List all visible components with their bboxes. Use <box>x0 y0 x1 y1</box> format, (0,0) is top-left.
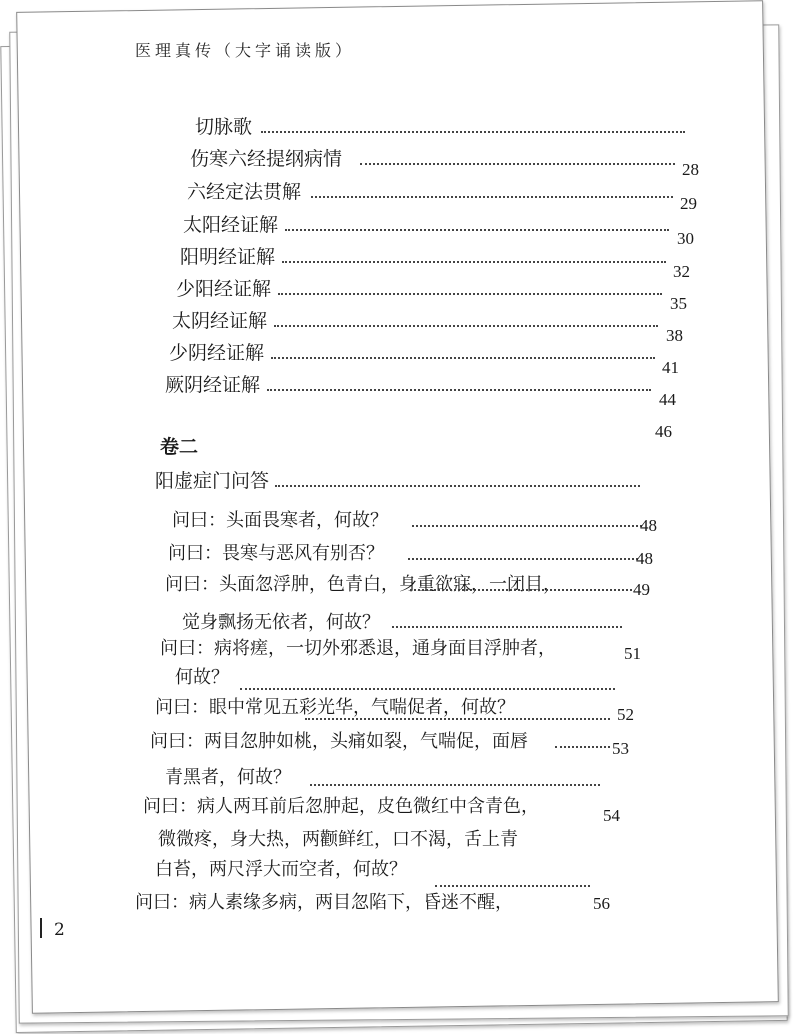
leader-dots <box>278 293 662 295</box>
toc-entry-title: 阳明经证解 <box>180 246 276 268</box>
leader-dots <box>435 885 590 887</box>
running-header: 医理真传（大字诵读版） <box>135 41 356 60</box>
toc-question[interactable] <box>165 570 655 599</box>
leader-dots <box>282 261 666 263</box>
toc-question-title: 问曰：病人素缘多病，两目忽陷下，昏迷不醒， <box>135 892 513 913</box>
leader-dots <box>285 229 669 231</box>
leader-dots <box>310 784 600 786</box>
toc-question[interactable] <box>172 506 662 535</box>
toc-subsection-title: 阳虚症门问答 <box>155 470 270 492</box>
toc-question-page: 52 <box>617 705 634 724</box>
toc-question[interactable] <box>143 792 633 825</box>
leader-dots <box>305 718 610 720</box>
toc-question[interactable] <box>135 888 625 914</box>
leader-dots <box>271 357 655 359</box>
leader-dots <box>412 525 642 527</box>
toc-question-page: 49 <box>633 580 650 599</box>
toc-question-title: 问曰：头面忽浮肿，色青白，身重欲寐，一闭目， <box>165 574 561 595</box>
toc-question-continuation: 微微疼，身大热，两颧鲜红，口不渴，舌上青 <box>158 829 518 850</box>
toc-entry-page: 30 <box>677 229 694 248</box>
toc-entry-title: 伤寒六经提纲病情 <box>190 148 343 170</box>
toc-entry-title: 切脉歌 <box>195 116 253 138</box>
toc-question-title: 问曰：两目忽肿如桃，头痛如裂，气喘促，面唇 <box>150 731 528 752</box>
page-number <box>40 918 65 940</box>
toc-entry-page: 28 <box>682 160 699 179</box>
toc-question-continuation: 何故？ <box>175 667 229 688</box>
toc-question-title: 问曰：畏寒与恶风有别否？ <box>168 543 384 564</box>
leader-dots <box>275 485 640 487</box>
toc-question-title: 问曰：病人两耳前后忽肿起，皮色微红中含青色， <box>143 796 539 817</box>
toc-entry-title: 少阴经证解 <box>169 342 265 364</box>
toc-subsection[interactable] <box>155 466 665 492</box>
toc-question[interactable] <box>168 539 658 568</box>
toc-question-page: 53 <box>612 739 629 758</box>
toc-question-title: 问曰：病将瘥，一切外邪悉退，通身面目浮肿者， <box>160 638 556 659</box>
toc-entry-title: 厥阴经证解 <box>165 374 261 396</box>
toc-entry-page: 46 <box>655 422 672 441</box>
toc-entry-page: 29 <box>680 194 697 213</box>
toc-entry-page: 44 <box>659 390 676 409</box>
toc-question-title: 问曰：头面畏寒者，何故？ <box>172 510 388 531</box>
leader-dots <box>274 325 658 327</box>
toc-entry-title: 太阴经证解 <box>172 310 268 332</box>
toc-entry-title: 少阳经证解 <box>176 278 272 300</box>
leader-dots <box>392 626 622 628</box>
section-title: 卷二 <box>160 436 199 458</box>
toc-entry-page: 35 <box>670 294 687 313</box>
leader-dots <box>261 131 685 133</box>
page-number-rule <box>40 918 42 938</box>
toc-entry-title: 太阳经证解 <box>183 214 279 236</box>
toc-question-page: 48 <box>640 516 657 535</box>
toc-question-continuation: 觉身飘扬无依者，何故？ <box>182 612 380 633</box>
toc-question-page: 54 <box>603 806 620 825</box>
leader-dots <box>267 389 651 391</box>
leader-dots <box>408 558 638 560</box>
toc-question-title: 问曰：眼中常见五彩光华，气喘促者，何故？ <box>155 697 515 718</box>
toc-question-page: 51 <box>624 644 641 663</box>
page-number-value: 2 <box>54 920 65 940</box>
toc-question-page: 56 <box>593 894 610 913</box>
toc-question-continuation: 白苔，两尺浮大而空者，何故？ <box>155 859 407 880</box>
toc-question-continuation: 青黑者，何故？ <box>165 767 291 788</box>
toc-entry-page: 32 <box>673 262 690 281</box>
leader-dots <box>360 163 675 165</box>
leader-dots <box>555 746 610 748</box>
toc-entry-page: 41 <box>662 358 679 377</box>
toc-entry-title: 六经定法贯解 <box>187 181 302 203</box>
toc-entry-page: 38 <box>666 326 683 345</box>
toc-question[interactable] <box>150 727 640 758</box>
toc-question[interactable] <box>155 693 645 724</box>
toc-question-page: 48 <box>636 549 653 568</box>
leader-dots <box>410 589 632 591</box>
toc-question[interactable] <box>160 634 650 663</box>
leader-dots <box>311 196 673 198</box>
leader-dots <box>240 688 615 690</box>
